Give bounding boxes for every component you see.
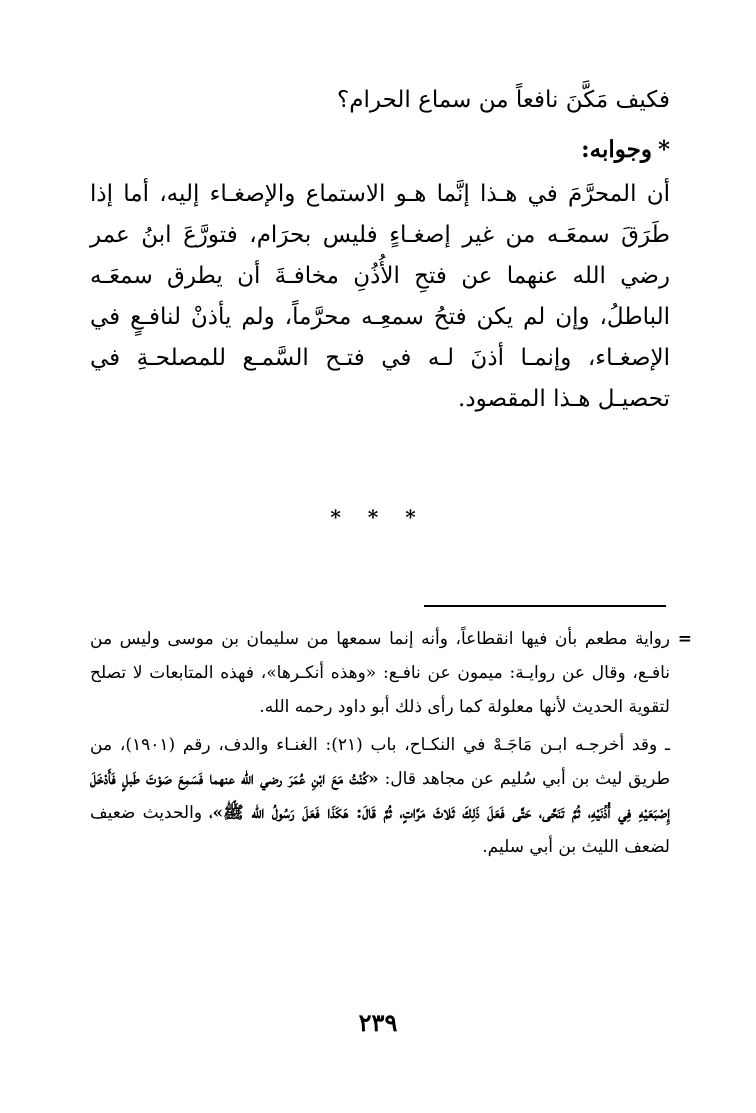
footnotes-block [90, 622, 692, 864]
main-text-block [90, 78, 670, 420]
footnote-second-outro: والحديث ضعيف لضعف الليث بن أبي سليم. [90, 803, 670, 857]
footnote-continuation [90, 622, 692, 724]
continuation-marker: = [677, 629, 692, 649]
answer-heading-label: وجوابه: [581, 136, 652, 163]
answer-heading [90, 128, 670, 172]
asterisk-marker-icon: * [657, 136, 670, 163]
section-separator: * * * [330, 505, 426, 529]
answer-paragraph: أن المحرَّمَ في هـذا إنَّما هـو الاستماع والإصغـاء إليه، أما إذا طَرَقَ سمعَـه من غير إصغـاءٍ فليس بحرَام، فتورَّعَ ابنُ عمر رضي الله عنهما عن فتحِ الأُذُنِ مخافـةَ أن يطرق سمعَـه الباطلُ، وإن لم يكن فتحُ سمعِـه محرَّماً، ولم يأذنْ لنافـعٍ في الإصغـاء، وإنمـا أذنَ لـه في فتـح السَّمـع للمصلحـةِ في تحصيـل هـذا المقصود. [90, 181, 670, 412]
page-number: ٢٣٩ [358, 1008, 398, 1037]
footnote-second-intro: ـ وقد أخرجـه ابـن مَاجَـهْ في النكـاح، باب (٢١): الغنـاء والدف، رقم (١٩٠١)، من طريق ليث بن أبي سُليم عن مجاهد قال: [90, 735, 670, 789]
question-line: فكيف مَكَّنَ نافعاً من سماع الحرام؟ [337, 87, 670, 113]
footnote-continuation-text: رواية مطعم بأن فيها انقطاعاً، وأنه إنما سمعها من سليمان بن موسى وليس من نافـع، وقال عن روايـة: ميمون عن نافـع: «وهذه أنكـرها»، فهذه المتابعات لا تصلح لتقوية الحديث لأنها معلولة كما رأى ذلك أبو داود رحمه الله. [90, 629, 670, 717]
hadith-quote: «كُنْتُ مَعَ ابْنِ عُمَرَ رضي الله عنهما فَسَمِعَ صَوْتَ طَبلٍ فَأَدْخَلَ إِصْبَعَيْهِ فِي أُذُنَيْهِ، ثُمَّ تَنَحَّى، حَتَّى فَعَلَ ذَلِكَ ثَلاثَ مَرَّاتٍ، ثُمَّ قَالَ: هَكَذَا فَعَلَ رَسُولُ الله ﷺ»، [90, 769, 671, 823]
footnote-divider [424, 605, 666, 607]
footnote-second [90, 728, 670, 864]
